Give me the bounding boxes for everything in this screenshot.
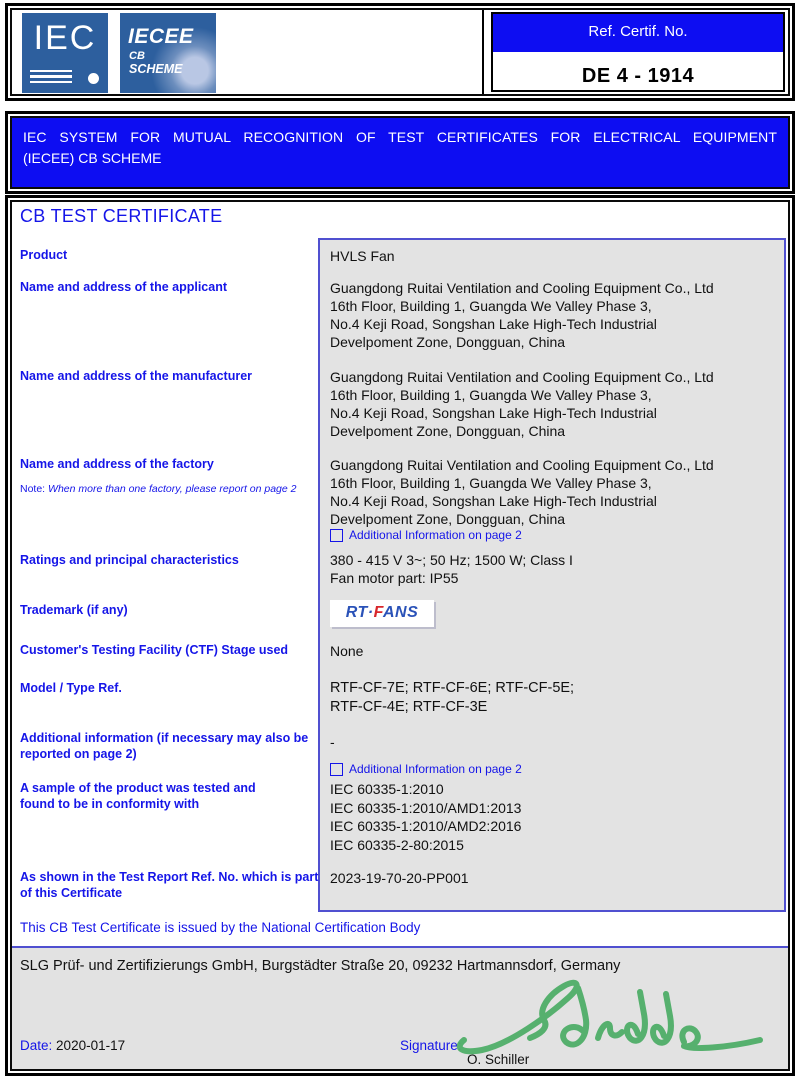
trademark-logo-ans: ANS [382,604,419,621]
ref-certif-label: Ref. Certif. No. [493,14,783,52]
ref-certif-box [491,12,785,92]
main-frame [5,195,795,1076]
signature-label: Signature: [400,1038,462,1053]
date-label: Date: [20,1038,53,1053]
trademark-logo-f: F [373,604,383,621]
banner-frame [5,111,795,194]
date-value: 2020-01-17 [56,1038,126,1053]
iec-logo-lines [30,67,72,84]
ncb-box [12,946,788,1069]
header-frame [5,3,795,101]
additional-info-label: Additional Information on page 2 [349,762,522,776]
factory-additional-info-checkbox[interactable] [330,529,343,542]
banner-line2: (IECEE) CB SCHEME [23,150,162,166]
factory-note-text: When more than one factory, please report on page 2 [48,483,297,495]
iecee-logo-text: IECEE [128,25,194,48]
label-manufacturer: Name and address of the manufacturer [20,369,253,383]
label-model: Model / Type Ref. [20,681,122,695]
label-test-report: As shown in the Test Report Ref. No. which is part of this Certificate [20,870,319,900]
label-additional-info: Additional information (if necessary may also be reported on page 2) [20,731,309,761]
factory-note-prefix: Note: [20,483,46,495]
value-test-report: 2023-19-70-20-PP001 [330,870,469,886]
label-ctf: Customer's Testing Facility (CTF) Stage used [20,643,289,657]
ncb-name-address: SLG Prüf- und Zertifizierungs GmbH, Burgstädter Straße 20, 09232 Hartmannsdorf, Germany [20,958,621,974]
rt-fans-trademark-logo [330,600,434,627]
label-applicant: Name and address of the applicant [20,280,227,294]
factory-note [20,483,320,495]
trademark-logo-rt: RT· [345,604,374,621]
value-standards: IEC 60335-1:2010 IEC 60335-1:2010/AMD1:2013 IEC 60335-1:2010/AMD2:2016 IEC 60335-2-80:2015 [330,781,522,853]
factory-additional-info-row [330,528,522,542]
value-model: RTF-CF-7E; RTF-CF-6E; RTF-CF-5E; RTF-CF-4E; RTF-CF-3E [330,680,575,715]
date-row [20,1038,125,1053]
additional-info-row [330,762,522,776]
iecee-cb-scheme-logo [120,13,216,93]
scheme-logo-text: SCHEME [129,62,183,76]
iec-logo-dot [88,73,99,84]
value-ctf: None [330,643,364,659]
additional-info-checkbox[interactable] [330,763,343,776]
value-applicant-address: Guangdong Ruitai Ventilation and Cooling Equipment Co., Ltd 16th Floor, Building 1, Guangda We Valley Phase 3, No.4 Keji Road, Songshan Lake High-Tech Industrial Develpoment Zone, Dongguan, China [330,280,714,350]
issued-by-statement: This CB Test Certificate is issued by the National Certification Body [20,920,421,935]
label-standards: A sample of the product was tested and found to be in conformity with [20,781,256,811]
label-product: Product [20,248,68,262]
label-factory: Name and address of the factory [20,457,214,471]
value-factory-address: Guangdong Ruitai Ventilation and Cooling Equipment Co., Ltd 16th Floor, Building 1, Guangda We Valley Phase 3, No.4 Keji Road, Songshan Lake High-Tech Industrial Develpoment Zone, Dongguan, China [330,457,714,527]
iec-logo-text: IEC [33,19,97,57]
label-ratings: Ratings and principal characteristics [20,553,239,567]
value-product: HVLS Fan [330,248,395,264]
header-divider [482,10,484,94]
banner-line1: IEC SYSTEM FOR MUTUAL RECOGNITION OF TEST CERTIFICATES FOR ELECTRICAL EQUIPMENT [23,129,777,145]
iec-logo [22,13,108,93]
value-additional-info: - [330,734,335,750]
value-ratings: 380 - 415 V 3~; 50 Hz; 1500 W; Class I Fan motor part: IP55 [330,552,573,586]
signatory-name: O. Schiller [467,1052,530,1067]
factory-additional-info-label: Additional Information on page 2 [349,528,522,542]
label-trademark: Trademark (if any) [20,603,128,617]
value-manufacturer-address: Guangdong Ruitai Ventilation and Cooling Equipment Co., Ltd 16th Floor, Building 1, Guangda We Valley Phase 3, No.4 Keji Road, Songshan Lake High-Tech Industrial Develpoment Zone, Dongguan, China [330,369,714,439]
page-title: CB TEST CERTIFICATE [20,206,223,226]
ref-certif-number: DE 4 - 1914 [581,65,695,87]
cb-logo-text: CB [129,50,145,62]
